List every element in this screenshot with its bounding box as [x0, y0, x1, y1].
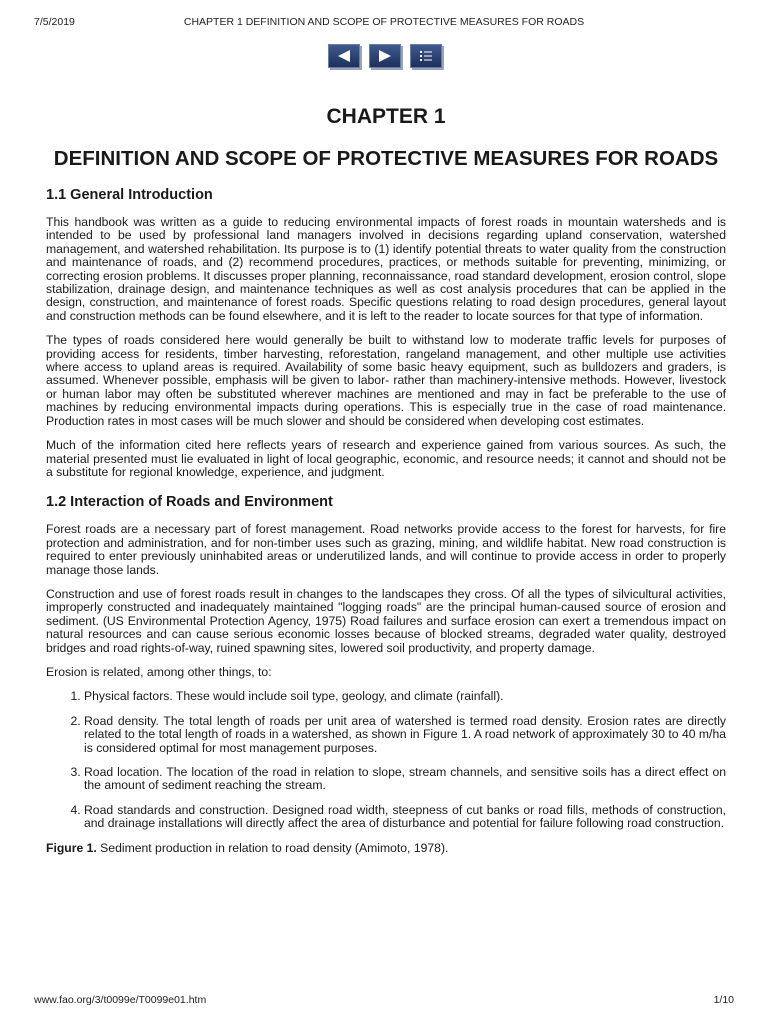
paragraph: The types of roads considered here would generally be built to withstand low to moderate traffic levels for purposes of providing access for residents, timber harvesting, reforestation, rangeland management, and other multiple use activities where access to upland areas is required. Availability of some basic heavy equipment, such as bulldozers and graders, is assumed. Whenever possible, emphasis will be given to labor- rather than machinery-intensive methods. However, livestock or human labor may often be substituted wherever machines are mentioned and may in fact be preferable to the use of machines by reducing environmental impacts during operations. This is especially true in the case of road maintenance. Production rates in most cases will be much slower and should be considered when developing cost estimates.: [46, 333, 726, 428]
print-page-title: CHAPTER 1 DEFINITION AND SCOPE OF PROTECTIVE MEASURES FOR ROADS: [183, 16, 585, 28]
previous-page-button[interactable]: [328, 44, 360, 68]
print-date: 7/5/2019: [34, 16, 75, 28]
section-heading-roads-and-environment: 1.2 Interaction of Roads and Environment: [46, 494, 333, 511]
paragraph: This handbook was written as a guide to reducing environmental impacts of forest roads in mountain watersheds and is intended to be used by professional land managers involved in decisions regarding upland conservation, watershed management, and watershed rehabilitation. Its purpose is to (1) identify potential threats to water quality from the construction and maintenance of roads, and (2) recommend procedures, practices, or methods suitable for preventing, minimizing, or correcting erosion problems. It discusses proper planning, reconnaissance, road standard development, erosion control, slope stabilization, drainage design, and maintenance techniques as well as cost analysis procedures that can be applied in the design, construction, and maintenance of forest roads. Specific questions relating to road design procedures, general layout and construction methods can be found elsewhere, and it is left to the reader to locate sources for that type of information.: [46, 215, 726, 323]
section-heading-general-introduction: 1.1 General Introduction: [46, 187, 213, 203]
figure-caption-text: Sediment production in relation to road density (Amimoto, 1978).: [96, 840, 449, 855]
print-footer: [34, 994, 734, 1008]
figure-label: Figure 1.: [46, 840, 97, 855]
paragraph: Much of the information cited here reflects years of research and experience gained from various sources. As such, the material presented must lie evaluated in light of local geographic, economic, and resource needs; it cannot and should not be a substitute for regional knowledge, experience, and judgment.: [46, 438, 726, 479]
list-item: 2. Road density. The total length of roads per unit area of watershed is termed road density. Erosion rates are directly related to the total length of roads in a watershed, as shown in Figure 1. A road network of approximately 30 to 40 m/ha is considered optimal for most management purposes.: [84, 715, 726, 755]
chapter-title: DEFINITION AND SCOPE OF PROTECTIVE MEASURES FOR ROADS: [53, 147, 719, 170]
paragraph: Construction and use of forest roads result in changes to the landscapes they cross. Of all the types of silvicultural activities, improperly constructed and inadequately maintained "logging roads" are the principal human-caused source of erosion and sediment. (US Environmental Protection Agency, 1975) Road failures and surface erosion can exert a tremendous impact on natural resources and can cause serious economic losses because of blocked streams, degraded water quality, destroyed bridges and road rights-of-way, ruined spawning sites, lowered soil productivity, and property damage.: [46, 586, 726, 655]
chapter-label: CHAPTER 1: [326, 105, 446, 128]
list-item: 4. Road standards and construction. Designed road width, steepness of cut banks or road fills, methods of construction, and drainage installations will directly affect the area of disturbance and potential for failure following road construction.: [84, 804, 726, 831]
page-number: 1/10: [713, 994, 734, 1006]
contents-button[interactable]: [410, 44, 442, 68]
paragraph: Forest roads are a necessary part of forest management. Road networks provide access to the forest for harvests, for fire protection and administration, and for non-timber uses such as grazing, mining, and wildlife habitat. New road construction is required to enter previously uninhabited areas or underutilized lands, and will continue to provide access in order to properly manage those lands.: [46, 522, 726, 577]
document-body: [46, 104, 726, 855]
navigation-bar: [328, 44, 442, 68]
print-header: [34, 16, 734, 30]
next-arrow-icon: [376, 49, 394, 63]
paragraph: Erosion is related, among other things, to:: [46, 664, 272, 679]
list-item: 3. Road location. The location of the road in relation to slope, stream channels, and sensitive soils has a direct effect on the amount of sediment reaching the stream.: [84, 766, 726, 793]
contents-list-icon: [417, 49, 435, 63]
erosion-factors-list: [46, 690, 726, 830]
previous-arrow-icon: [335, 49, 353, 63]
page-url: www.fao.org/3/t0099e/T0099e01.htm: [34, 994, 207, 1006]
next-page-button[interactable]: [369, 44, 401, 68]
list-item: 1. Physical factors. These would include soil type, geology, and climate (rainfall).: [84, 690, 726, 703]
figure-caption: [46, 842, 726, 855]
